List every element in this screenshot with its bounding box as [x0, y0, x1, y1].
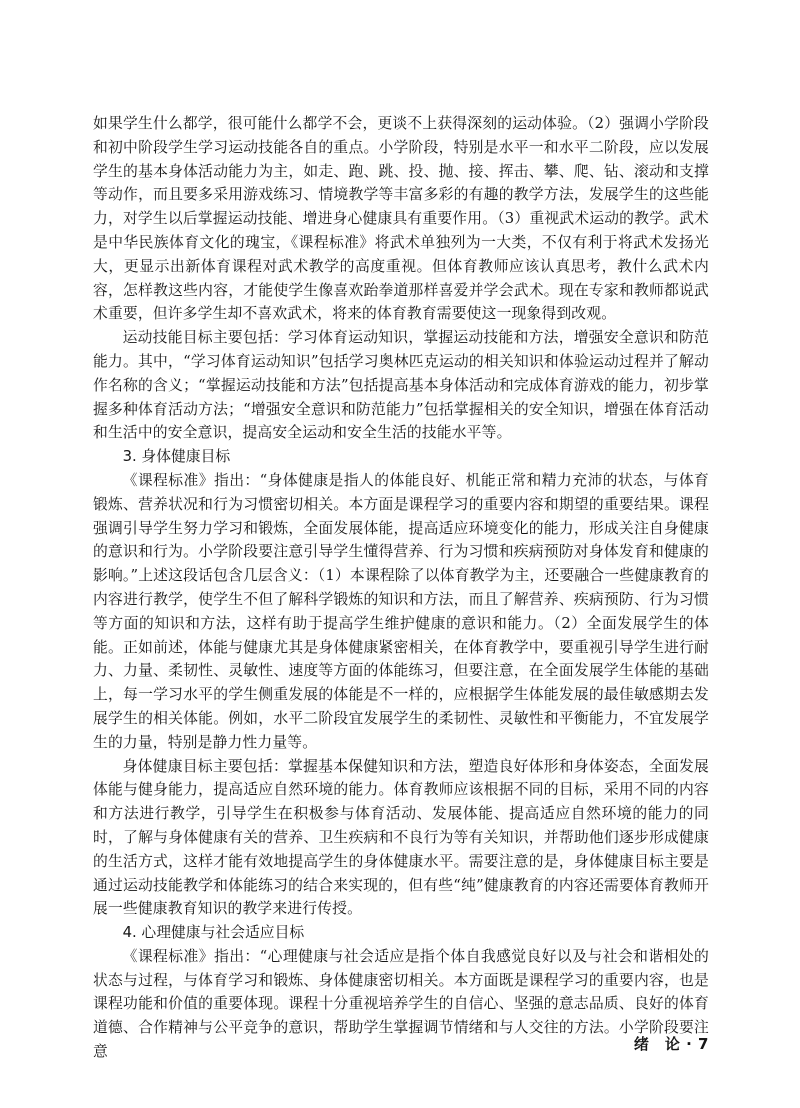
paragraph-4: 身体健康目标主要包括：掌握基本保健知识和方法，塑造良好体形和身体姿态，全面发展体能与健身能力，提高适应自然环境的能力。体育教师应该根据不同的目标，采用不同的内容和方法进行教学，引导学生在积极参与体育活动、发展体能、提高适应自然环境的能力的同时，了解与身体健康有关的营养、卫生疾病和不良行为等有关知识，并帮助他们逐步形成健康的生活方式，这样才能有效地提高学生的身体健康水平。需要注意的是，身体健康目标主要是通过运动技能教学和体能练习的结合来实现的，但有些“纯”健康教育的内容还需要体育教师开展一些健康教育知识的教学来进行传授。: [93, 757, 709, 918]
section-heading-3: 3. 身体健康目标: [122, 448, 231, 466]
page-footer-running-head: 绪 论 · 7: [633, 1035, 709, 1053]
paragraph-5: 《课程标准》指出：“心理健康与社会适应是指个体自我感觉良好以及与社会和谐相处的状态与过程，与体育学习和锻炼、身体健康密切相关。本方面既是课程学习的重要内容，也是课程功能和价值的重要体现。课程十分重视培养学生的自信心、坚强的意志品质、良好的体育道德、合作精神与公平竞争的意识，帮助学生掌握调节情绪和与人交往的方法。小学阶段要注意: [93, 947, 709, 1061]
section-heading-4: 4. 心理健康与社会适应目标: [122, 924, 305, 942]
paragraph-2: 运动技能目标主要包括：学习体育运动知识，掌握运动技能和方法，增强安全意识和防范能力。其中，“学习体育运动知识”包括学习奥林匹克运动的相关知识和体验运动过程并了解动作名称的含义；“掌握运动技能和方法”包括提高基本身体活动和完成体育游戏的能力，初步掌握多种体育活动方法；“增强安全意识和防范能力”包括掌握相关的安全知识，增强在体育活动和生活中的安全意识，提高安全运动和安全生活的技能水平等。: [93, 329, 709, 442]
page-body: [93, 112, 709, 1064]
paragraph-1: 如果学生什么都学，很可能什么都学不会，更谈不上获得深刻的运动体验。（2）强调小学阶段和初中阶段学生学习运动技能各自的重点。小学阶段，特别是水平一和水平二阶段，应以发展学生的基本身体活动能力为主，如走、跑、跳、投、抛、接、挥击、攀、爬、钻、滚动和支撑等动作，而且要多采用游戏练习、情境教学等丰富多彩的有趣的教学方法，发展学生的这些能力，对学生以后掌握运动技能、增进身心健康具有重要作用。（3）重视武术运动的教学。武术是中华民族体育文化的瑰宝，《课程标准》将武术单独列为一大类，不仅有利于将武术发扬光大，更显示出新体育课程对武术教学的高度重视。但体育教师应该认真思考，教什么武术内容，怎样教这些内容，才能使学生像喜欢跆拳道那样喜爱并学会武术。现在专家和教师都说武术重要，但许多学生却不喜欢武术，将来的体育教育需要使这一现象得到改观。: [93, 115, 709, 323]
paragraph-3: 《课程标准》指出：“身体健康是指人的体能良好、机能正常和精力充沛的状态，与体育锻炼、营养状况和行为习惯密切相关。本方面是课程学习的重要内容和期望的重要结果。课程强调引导学生努力学习和锻炼，全面发展体能，提高适应环境变化的能力，形成关注自身健康的意识和行为。小学阶段要注意引导学生懂得营养、行为习惯和疾病预防对身体发育和健康的影响。”上述这段话包含几层含义：（1）本课程除了以体育教学为主，还要融合一些健康教育的内容进行教学，使学生不但了解科学锻炼的知识和方法，而且了解营养、疾病预防、行为习惯等方面的知识和方法，这样有助于提高学生维护健康的意识和能力。（2）全面发展学生的体能。正如前述，体能与健康尤其是身体健康紧密相关，在体育教学中，要重视引导学生进行耐力、力量、柔韧性、灵敏性、速度等方面的体能练习，但要注意，在全面发展学生体能的基础上，每一学习水平的学生侧重发展的体能是不一样的，应根据学生体能发展的最佳敏感期去发展学生的相关体能。例如，水平二阶段宜发展学生的柔韧性、灵敏性和平衡能力，不宜发展学生的力量，特别是静力性力量等。: [93, 471, 709, 751]
